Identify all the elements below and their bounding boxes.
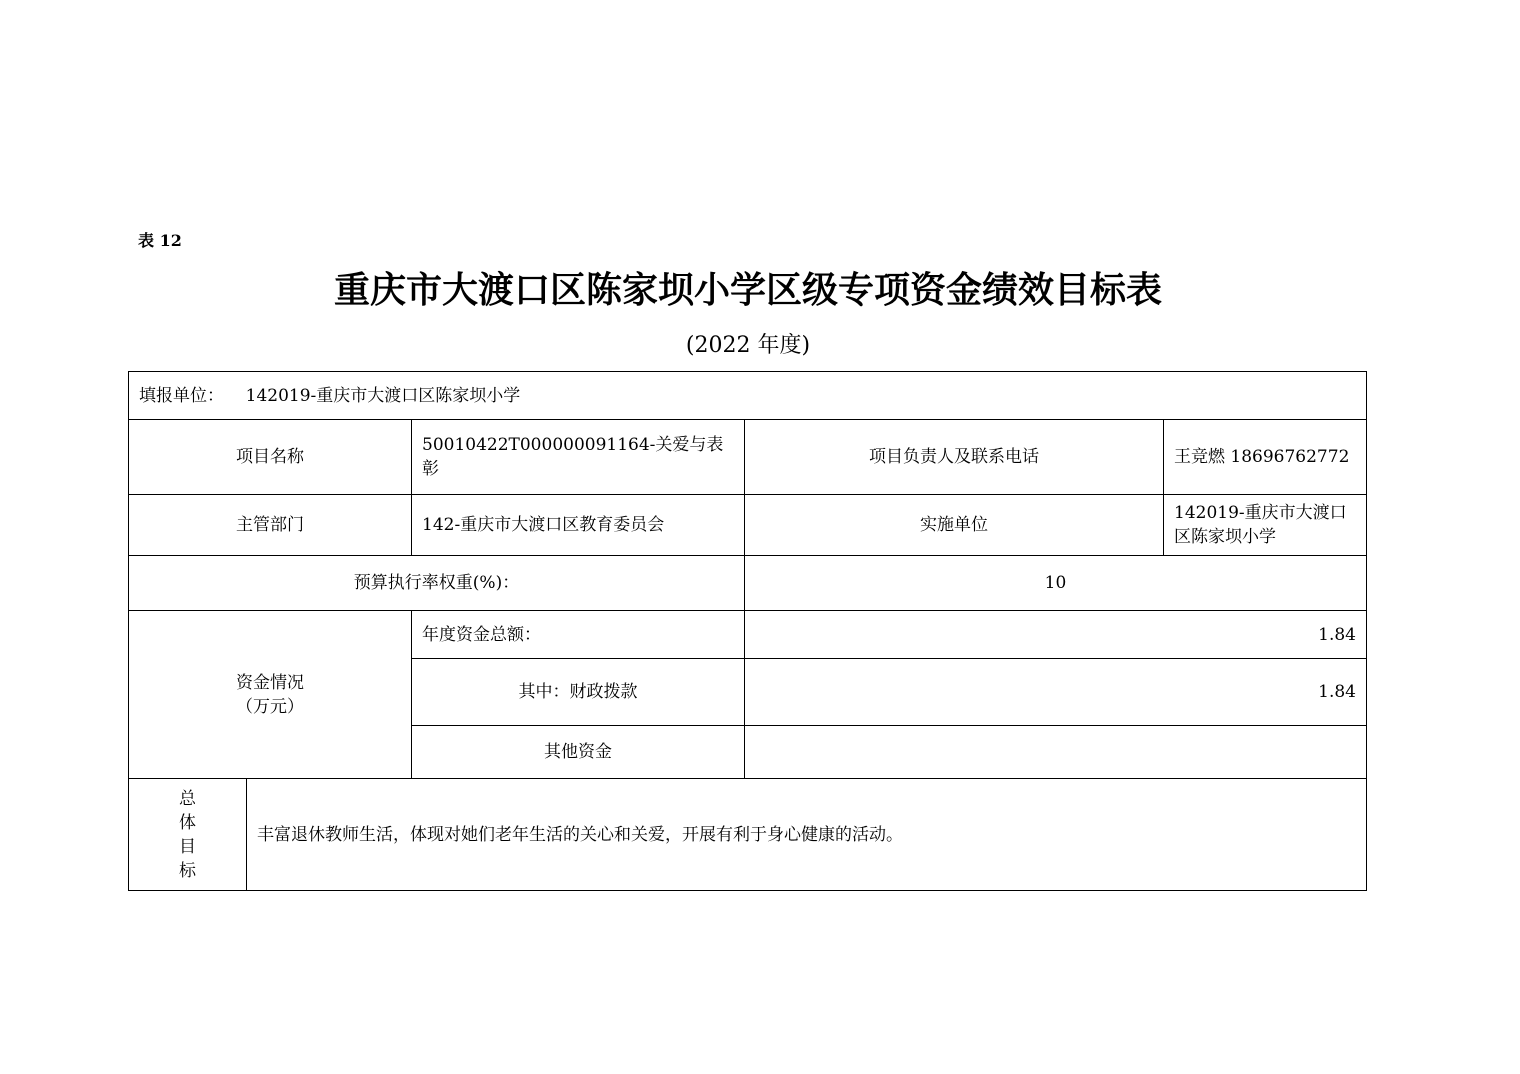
overall-goal-value: 丰富退休教师生活，体现对她们老年生活的关心和关爱，开展有利于身心健康的活动。 [247, 779, 1367, 891]
table-number-label: 表 12 [138, 231, 182, 250]
project-name-label: 项目名称 [129, 420, 412, 495]
annual-total-value: 1.84 [745, 611, 1367, 659]
overall-goal-label [129, 779, 247, 891]
document-year: (2022 年度) [685, 333, 811, 358]
project-name-value: 50010422T000000091164-关爱与表彰 [412, 420, 745, 495]
implementing-unit-label: 实施单位 [745, 495, 1164, 556]
performance-target-table [128, 371, 1367, 891]
project-lead-label: 项目负责人及联系电话 [745, 420, 1164, 495]
department-value: 142-重庆市大渡口区教育委员会 [412, 495, 745, 556]
goal-char-1: 总 [179, 788, 196, 809]
budget-weight-label: 预算执行率权重(%)： [129, 556, 745, 611]
project-lead-value: 王竞燃 18696762772 [1164, 420, 1367, 495]
reporting-unit-cell [129, 372, 1367, 420]
reporting-unit-value: 142019-重庆市大渡口区陈家坝小学 [245, 385, 521, 406]
funds-label-line1: 资金情况 [236, 672, 304, 693]
goal-char-4: 标 [179, 860, 196, 881]
overall-goal-row [129, 779, 1367, 891]
budget-weight-row [129, 556, 1367, 611]
budget-weight-value: 10 [745, 556, 1367, 611]
fiscal-value: 1.84 [745, 659, 1367, 726]
reporting-unit-row [129, 372, 1367, 420]
document-title: 重庆市大渡口区陈家坝小学区级专项资金绩效目标表 [333, 270, 1162, 311]
funds-label-line2: （万元） [236, 696, 304, 717]
fiscal-label: 其中：财政拨款 [412, 659, 745, 726]
annual-total-row [129, 611, 1367, 659]
annual-total-label: 年度资金总额： [412, 611, 745, 659]
other-funds-label: 其他资金 [412, 726, 745, 779]
other-funds-value [745, 726, 1367, 779]
goal-char-3: 目 [179, 836, 196, 857]
funds-label [129, 611, 412, 779]
implementing-unit-value: 142019-重庆市大渡口区陈家坝小学 [1164, 495, 1367, 556]
department-label: 主管部门 [129, 495, 412, 556]
department-row [129, 495, 1367, 556]
project-name-row [129, 420, 1367, 495]
reporting-unit-label: 填报单位： [139, 385, 224, 406]
goal-char-2: 体 [179, 812, 196, 833]
